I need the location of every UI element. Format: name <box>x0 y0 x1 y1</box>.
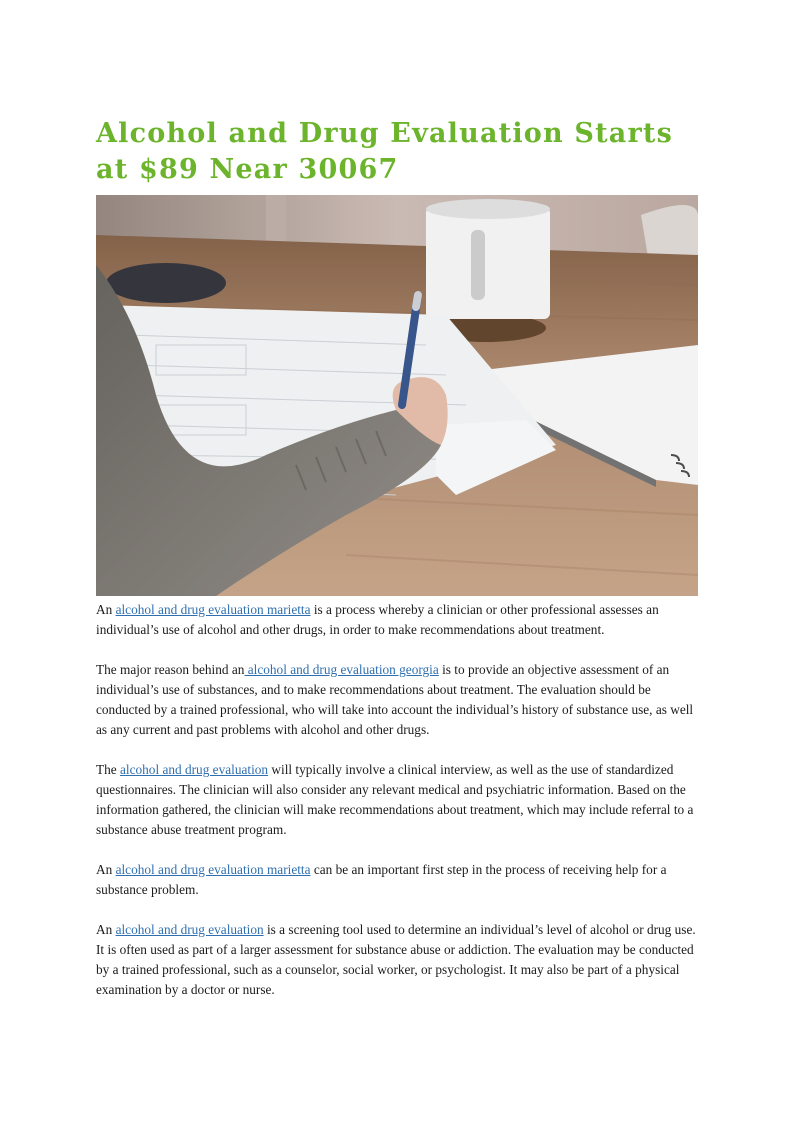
article-body <box>96 600 700 1020</box>
paragraph-2: The major reason behind an alcohol and drug evaluation georgia is to provide an objective assessment of an individual’s use of substances, and to make recommendations about treatment. The evaluation should be conducted by a trained professional, who will take into account the individual’s history of substance use, as well as any current and past problems with alcohol and other drugs. <box>96 662 694 737</box>
link-evaluation-marietta[interactable]: alcohol and drug evaluation marietta <box>115 602 311 617</box>
paragraph-5: An alcohol and drug evaluation is a screening tool used to determine an individual’s level of alcohol or drug use. It is often used as part of a larger assessment for substance abuse or addiction. The evaluation may be conducted by a trained professional, such as a counselor, social worker, or psychologist. It may also be part of a physical examination by a doctor or nurse. <box>96 922 696 997</box>
page-title: Alcohol and Drug Evaluation Starts at $89 Near 30067 <box>96 118 673 185</box>
hero-image <box>96 195 698 596</box>
link-evaluation-2[interactable]: alcohol and drug evaluation <box>115 922 264 937</box>
link-evaluation[interactable]: alcohol and drug evaluation <box>120 762 269 777</box>
paragraph-3: The alcohol and drug evaluation will typically involve a clinical interview, as well as the use of standardized questionnaires. The clinician will also consider any relevant medical and psychiatric information. Based on the information gathered, the clinician will make recommendations about treatment, which may include referral to a substance abuse treatment program. <box>96 762 694 837</box>
paragraph-1: An alcohol and drug evaluation marietta is a process whereby a clinician or other professional assesses an individual’s use of alcohol and other drugs, in order to make recommendations about treatment. <box>96 602 659 637</box>
photo-writing-desk-icon <box>96 195 698 596</box>
paragraph-4: An alcohol and drug evaluation marietta can be an important first step in the process of receiving help for a substance problem. <box>96 862 667 897</box>
link-evaluation-marietta-2[interactable]: alcohol and drug evaluation marietta <box>115 862 311 877</box>
link-evaluation-georgia[interactable]: alcohol and drug evaluation georgia <box>244 662 439 677</box>
